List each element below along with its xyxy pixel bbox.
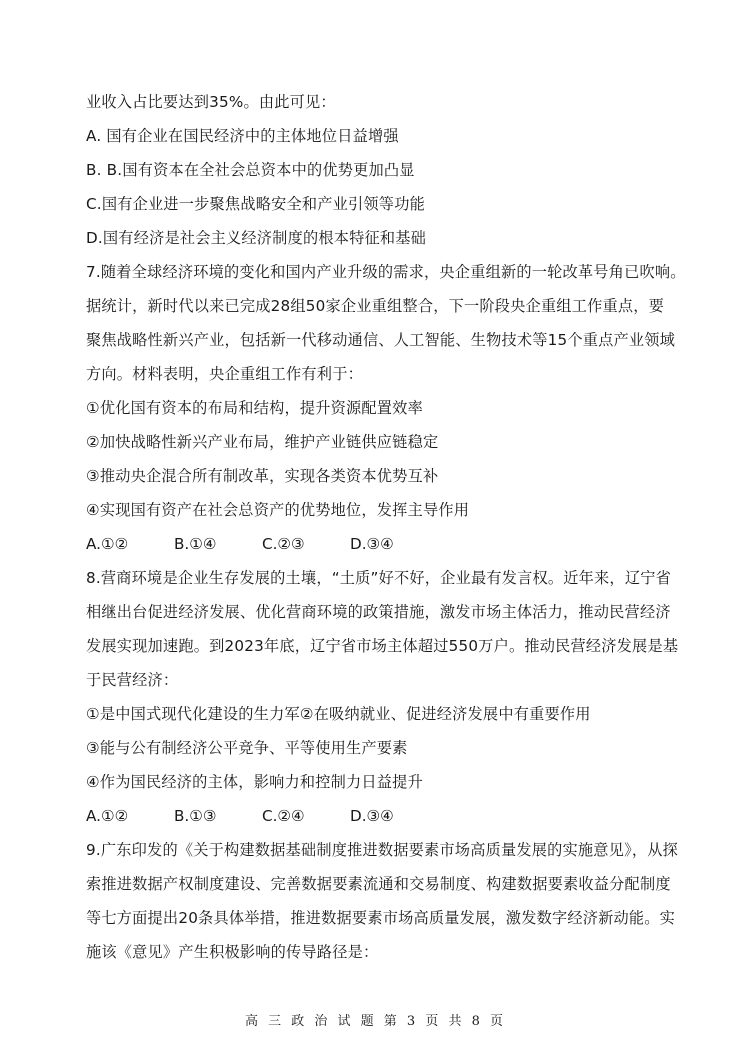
option-c-line: C.国有企业进一步聚焦战略安全和产业引领等功能 xyxy=(86,195,425,213)
question-8-options xyxy=(86,806,394,826)
option: B.①③ xyxy=(174,807,217,825)
option: A.①② xyxy=(86,535,129,553)
option: D.③④ xyxy=(350,535,394,553)
text-line: 业收入占比要达到35%。由此可见： xyxy=(86,93,336,111)
statement-line: ②加快战略性新兴产业布局，维护产业链供应链稳定 xyxy=(86,433,439,451)
question-8-line: 8.营商环境是企业生存发展的土壤，“土质”好不好，企业最有发言权。近年来，辽宁省 xyxy=(86,569,671,587)
option: C.②④ xyxy=(262,807,305,825)
question-8-line: 相继出台促进经济发展、优化营商环境的政策措施，激发市场主体活力，推动民营经济 xyxy=(86,603,671,621)
question-9-line: 9.广东印发的《关于构建数据基础制度推进数据要素市场高质量发展的实施意见》，从探 xyxy=(86,841,679,859)
statement-line: ①优化国有资本的布局和结构，提升资源配置效率 xyxy=(86,399,423,417)
page-footer: 高 三 政 治 试 题 第 3 页 共 8 页 xyxy=(245,1014,506,1029)
question-7-options xyxy=(86,534,394,554)
question-9-line: 施该《意见》产生积极影响的传导路径是： xyxy=(86,943,379,961)
option-b-line: B. B.国有资本在全社会总资本中的优势更加凸显 xyxy=(86,161,415,179)
option-a-line: A. 国有企业在国民经济中的主体地位日益增强 xyxy=(86,127,399,145)
option: A.①② xyxy=(86,807,129,825)
option: B.①④ xyxy=(174,535,217,553)
question-7-line: 7.随着全球经济环境的变化和国内产业升级的需求，央企重组新的一轮改革号角已吹响。 xyxy=(86,263,686,281)
question-9-line: 索推进数据产权制度建设、完善数据要素流通和交易制度、构建数据要素收益分配制度 xyxy=(86,875,671,893)
question-7-line: 据统计，新时代以来已完成28组50家企业重组整合，下一阶段央企重组工作重点，要 xyxy=(86,297,665,315)
option: D.③④ xyxy=(350,807,394,825)
question-8-line: 于民营经济： xyxy=(86,671,179,689)
question-7-line: 方向。材料表明，央企重组工作有利于： xyxy=(86,365,363,383)
statement-line: ③能与公有制经济公平竞争、平等使用生产要素 xyxy=(86,739,408,757)
option: C.②③ xyxy=(262,535,305,553)
statement-line: ④实现国有资产在社会总资产的优势地位，发挥主导作用 xyxy=(86,501,470,519)
question-7-line: 聚焦战略性新兴产业，包括新一代移动通信、人工智能、生物技术等15个重点产业领域 xyxy=(86,331,676,349)
statement-line: ③推动央企混合所有制改革，实现各类资本优势互补 xyxy=(86,467,439,485)
question-8-line: 发展实现加速跑。到2023年底，辽宁省市场主体超过550万户。推动民营经济发展是基 xyxy=(86,637,679,655)
statement-line: ④作为国民经济的主体，影响力和控制力日益提升 xyxy=(86,773,423,791)
option-d-line: D.国有经济是社会主义经济制度的根本特征和基础 xyxy=(86,229,427,247)
statement-line: ①是中国式现代化建设的生力军②在吸纳就业、促进经济发展中有重要作用 xyxy=(86,705,591,723)
question-9-line: 等七方面提出20条具体举措，推进数据要素市场高质量发展，激发数字经济新动能。实 xyxy=(86,909,676,927)
